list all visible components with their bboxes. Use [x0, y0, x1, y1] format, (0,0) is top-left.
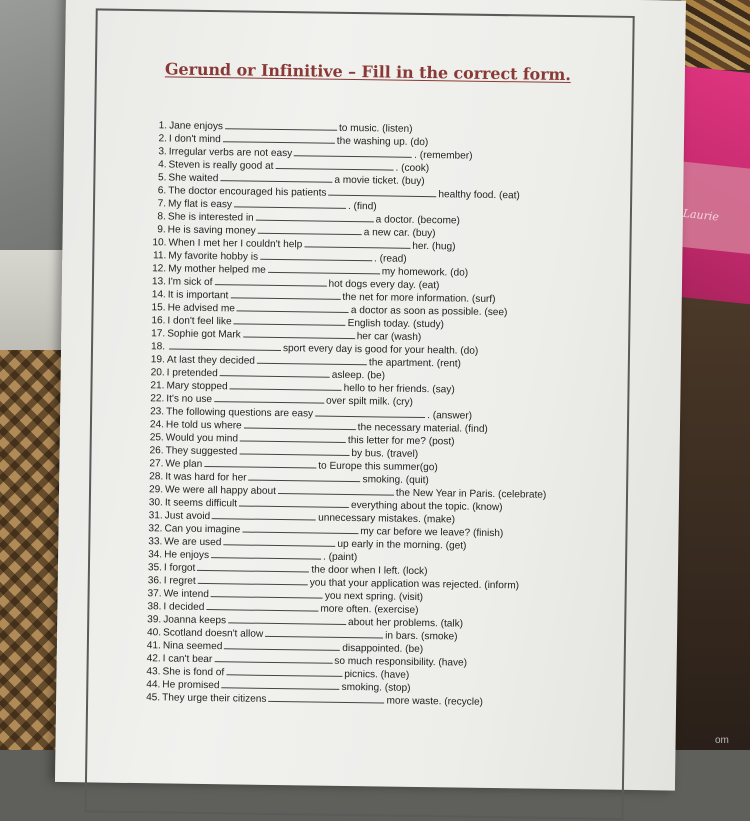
item-number: 24.	[147, 418, 164, 431]
answer-blank[interactable]	[220, 367, 330, 378]
answer-blank[interactable]	[169, 340, 281, 351]
item-continuation: so much responsibility. (have)	[334, 656, 467, 669]
item-number: 37.	[145, 587, 162, 600]
item-continuation: more often. (exercise)	[320, 604, 418, 616]
answer-blank[interactable]	[226, 666, 342, 677]
item-number: 10.	[149, 236, 166, 249]
item-continuation: picnics. (have)	[344, 669, 409, 681]
answer-blank[interactable]	[230, 289, 340, 300]
item-prompt: I'm sick of	[168, 276, 213, 288]
answer-blank[interactable]	[214, 653, 332, 664]
corner-mark: om	[715, 735, 729, 746]
answer-blank[interactable]	[265, 628, 383, 639]
item-number: 35.	[145, 561, 162, 574]
item-prompt: We were all happy about	[165, 484, 276, 497]
answer-blank[interactable]	[315, 408, 425, 419]
item-continuation: . (remember)	[414, 150, 472, 162]
pink-book-text: Laurie	[682, 207, 719, 224]
item-continuation: more waste. (recycle)	[386, 696, 483, 708]
item-prompt: She waited	[168, 172, 218, 184]
item-continuation: over spilt milk. (cry)	[326, 396, 413, 408]
item-number: 44.	[143, 678, 160, 691]
item-number: 6.	[149, 184, 166, 197]
item-prompt: I forgot	[164, 562, 196, 573]
item-continuation: my car before we leave? (finish)	[360, 526, 503, 539]
answer-blank[interactable]	[228, 614, 346, 625]
item-prompt: Nina seemed	[163, 640, 223, 652]
item-continuation: . (find)	[348, 201, 377, 212]
answer-blank[interactable]	[294, 147, 412, 158]
item-number: 40.	[144, 626, 161, 639]
item-continuation: a movie ticket. (buy)	[334, 175, 424, 187]
item-continuation: the apartment. (rent)	[369, 357, 461, 369]
item-number: 8.	[149, 210, 166, 223]
item-continuation: smoking. (quit)	[363, 474, 429, 486]
item-prompt: I regret	[164, 575, 196, 586]
item-continuation: her. (hug)	[412, 241, 455, 253]
item-prompt: I can't bear	[163, 653, 213, 665]
answer-blank[interactable]	[198, 575, 308, 586]
item-number: 7.	[149, 197, 166, 210]
answer-blank[interactable]	[222, 679, 340, 690]
answer-blank[interactable]	[240, 432, 346, 442]
answer-blank[interactable]	[197, 562, 309, 573]
item-prompt: Irregular verbs are not easy	[169, 146, 293, 159]
answer-blank[interactable]	[243, 329, 355, 340]
worksheet-title: Gerund or Infinitive – Fill in the correct form.	[165, 59, 571, 84]
item-continuation: a new car. (buy)	[364, 227, 436, 239]
item-number: 33.	[145, 535, 162, 548]
item-number: 22.	[147, 392, 164, 405]
item-prompt: We are used	[164, 536, 221, 548]
item-number: 1.	[150, 119, 167, 132]
item-continuation: unnecessary mistakes. (make)	[318, 513, 455, 526]
item-continuation: disappointed. (be)	[342, 643, 423, 655]
item-number: 14.	[149, 288, 166, 301]
item-continuation: this letter for me? (post)	[348, 435, 455, 447]
item-continuation: . (cook)	[395, 163, 429, 174]
item-prompt: At last they decided	[167, 354, 255, 366]
answer-blank[interactable]	[225, 120, 337, 131]
answer-blank[interactable]	[211, 549, 321, 560]
item-prompt: It is important	[168, 289, 229, 301]
answer-blank[interactable]	[214, 393, 324, 404]
item-prompt: My mother helped me	[168, 263, 266, 275]
item-prompt: I pretended	[167, 367, 218, 379]
item-number: 19.	[148, 353, 165, 366]
item-prompt: When I met her I couldn't help	[168, 237, 302, 250]
item-continuation: hot dogs every day. (eat)	[328, 279, 439, 292]
item-prompt: Mary stopped	[166, 380, 227, 392]
item-continuation: my homework. (do)	[382, 266, 469, 278]
item-number: 21.	[147, 379, 164, 392]
item-continuation: everything about the topic. (know)	[351, 500, 503, 513]
item-continuation: the New Year in Paris. (celebrate)	[396, 488, 547, 501]
item-continuation: . (answer)	[427, 410, 472, 422]
item-number: 27.	[146, 457, 163, 470]
item-continuation: English today. (study)	[348, 318, 444, 330]
item-prompt: She is interested in	[168, 211, 254, 223]
item-continuation: the washing up. (do)	[337, 136, 429, 148]
item-number: 29.	[146, 483, 163, 496]
item-number: 38.	[144, 600, 161, 613]
item-prompt: Sophie got Mark	[167, 328, 241, 340]
exercise-list	[142, 119, 620, 711]
item-continuation: the door when I left. (lock)	[311, 564, 427, 577]
item-continuation: . (read)	[374, 253, 407, 264]
answer-blank[interactable]	[278, 485, 394, 496]
item-number: 34.	[145, 548, 162, 561]
item-number: 43.	[143, 665, 160, 678]
item-prompt: Joanna keeps	[163, 614, 226, 626]
item-prompt: We intend	[164, 588, 209, 600]
answer-blank[interactable]	[239, 497, 349, 508]
item-number: 41.	[144, 639, 161, 652]
item-number: 45.	[143, 691, 160, 704]
item-number: 5.	[149, 171, 166, 184]
answer-blank[interactable]	[223, 133, 335, 144]
item-continuation: her car (wash)	[357, 331, 422, 343]
item-continuation: smoking. (stop)	[341, 682, 410, 694]
answer-blank[interactable]	[256, 212, 374, 223]
answer-blank[interactable]	[260, 251, 372, 262]
item-continuation: you next spring. (visit)	[325, 591, 423, 603]
answer-blank[interactable]	[220, 172, 332, 183]
item-number: 11.	[149, 249, 166, 262]
item-continuation: about her problems. (talk)	[348, 617, 463, 630]
answer-blank[interactable]	[234, 198, 346, 209]
item-prompt: Scotland doesn't allow	[163, 627, 263, 639]
item-prompt: My flat is easy	[168, 198, 232, 210]
item-number: 36.	[145, 574, 162, 587]
item-number: 26.	[147, 444, 164, 457]
item-number: 9.	[149, 223, 166, 236]
item-continuation: to Europe this summer(go)	[318, 461, 438, 474]
item-prompt: I don't feel like	[167, 315, 231, 327]
answer-blank[interactable]	[257, 355, 367, 366]
answer-blank[interactable]	[268, 693, 384, 704]
item-prompt: Just avoid	[165, 510, 211, 522]
answer-blank[interactable]	[328, 187, 436, 198]
item-continuation: the necessary material. (find)	[358, 422, 488, 435]
item-prompt: The doctor encouraged his patients	[168, 185, 326, 198]
answer-blank[interactable]	[234, 315, 346, 326]
item-continuation: a doctor. (become)	[376, 214, 460, 226]
item-number: 17.	[148, 327, 165, 340]
item-continuation: you that your application was rejected. (inform)	[310, 577, 519, 591]
item-number: 18.	[148, 340, 165, 353]
item-number: 4.	[150, 158, 167, 171]
item-prompt: They suggested	[166, 445, 238, 457]
answer-blank[interactable]	[258, 225, 362, 235]
item-prompt: I don't mind	[169, 133, 221, 145]
answer-blank[interactable]	[230, 380, 342, 391]
item-prompt: They urge their citizens	[162, 692, 267, 704]
answer-blank[interactable]	[223, 536, 335, 547]
item-continuation: sport every day is good for your health. (do)	[283, 343, 478, 357]
answer-blank[interactable]	[242, 524, 358, 535]
answer-blank[interactable]	[304, 238, 410, 248]
item-prompt: It's no use	[166, 393, 212, 405]
answer-blank[interactable]	[268, 264, 380, 275]
answer-blank[interactable]	[212, 510, 316, 520]
item-continuation: healthy food. (eat)	[438, 189, 520, 201]
item-number: 23.	[147, 405, 164, 418]
answer-blank[interactable]	[211, 588, 323, 599]
item-prompt: He advised me	[168, 302, 235, 314]
item-prompt: Can you imagine	[164, 523, 240, 535]
item-continuation: a doctor as soon as possible. (see)	[351, 305, 508, 318]
item-prompt: The following questions are easy	[166, 406, 313, 419]
answer-blank[interactable]	[224, 640, 340, 651]
item-continuation: asleep. (be)	[332, 370, 385, 382]
item-number: 25.	[147, 431, 164, 444]
answer-blank[interactable]	[275, 160, 393, 171]
item-number: 20.	[148, 366, 165, 379]
item-number: 16.	[148, 314, 165, 327]
item-number: 2.	[150, 132, 167, 145]
answer-blank[interactable]	[237, 302, 349, 313]
item-number: 13.	[149, 275, 166, 288]
item-prompt: I decided	[163, 601, 204, 613]
item-prompt: She is fond of	[162, 666, 224, 678]
item-continuation: to music. (listen)	[339, 123, 413, 135]
answer-blank[interactable]	[214, 276, 326, 287]
item-number: 30.	[146, 496, 163, 509]
item-number: 32.	[145, 522, 162, 535]
item-number: 12.	[149, 262, 166, 275]
worksheet-paper	[55, 0, 686, 791]
item-continuation: . (paint)	[323, 552, 357, 563]
item-continuation: in bars. (smoke)	[385, 631, 458, 643]
answer-blank[interactable]	[206, 601, 318, 612]
item-number: 3.	[150, 145, 167, 158]
item-prompt: It seems difficult	[165, 497, 237, 509]
item-continuation: by bus. (travel)	[351, 448, 418, 460]
item-continuation: up early in the morning. (get)	[337, 539, 466, 552]
item-prompt: My favorite hobby is	[168, 250, 258, 262]
item-number: 28.	[146, 470, 163, 483]
item-prompt: We plan	[165, 458, 202, 470]
item-number: 15.	[149, 301, 166, 314]
answer-blank[interactable]	[204, 458, 316, 469]
item-prompt: Would you mind	[166, 432, 238, 444]
answer-blank[interactable]	[239, 445, 349, 456]
item-prompt: It was hard for her	[165, 471, 247, 483]
item-continuation: hello to her friends. (say)	[344, 383, 455, 396]
item-prompt: He promised	[162, 679, 219, 691]
answer-blank[interactable]	[249, 472, 361, 483]
item-prompt: He told us where	[166, 419, 242, 431]
answer-blank[interactable]	[244, 420, 356, 431]
item-number: 42.	[144, 652, 161, 665]
item-prompt: He enjoys	[164, 549, 209, 561]
item-number: 31.	[146, 509, 163, 522]
item-prompt: Steven is really good at	[169, 159, 274, 171]
item-prompt: He is saving money	[168, 224, 256, 236]
item-continuation: the net for more information. (surf)	[342, 292, 495, 305]
item-prompt: Jane enjoys	[169, 120, 223, 132]
item-number: 39.	[144, 613, 161, 626]
